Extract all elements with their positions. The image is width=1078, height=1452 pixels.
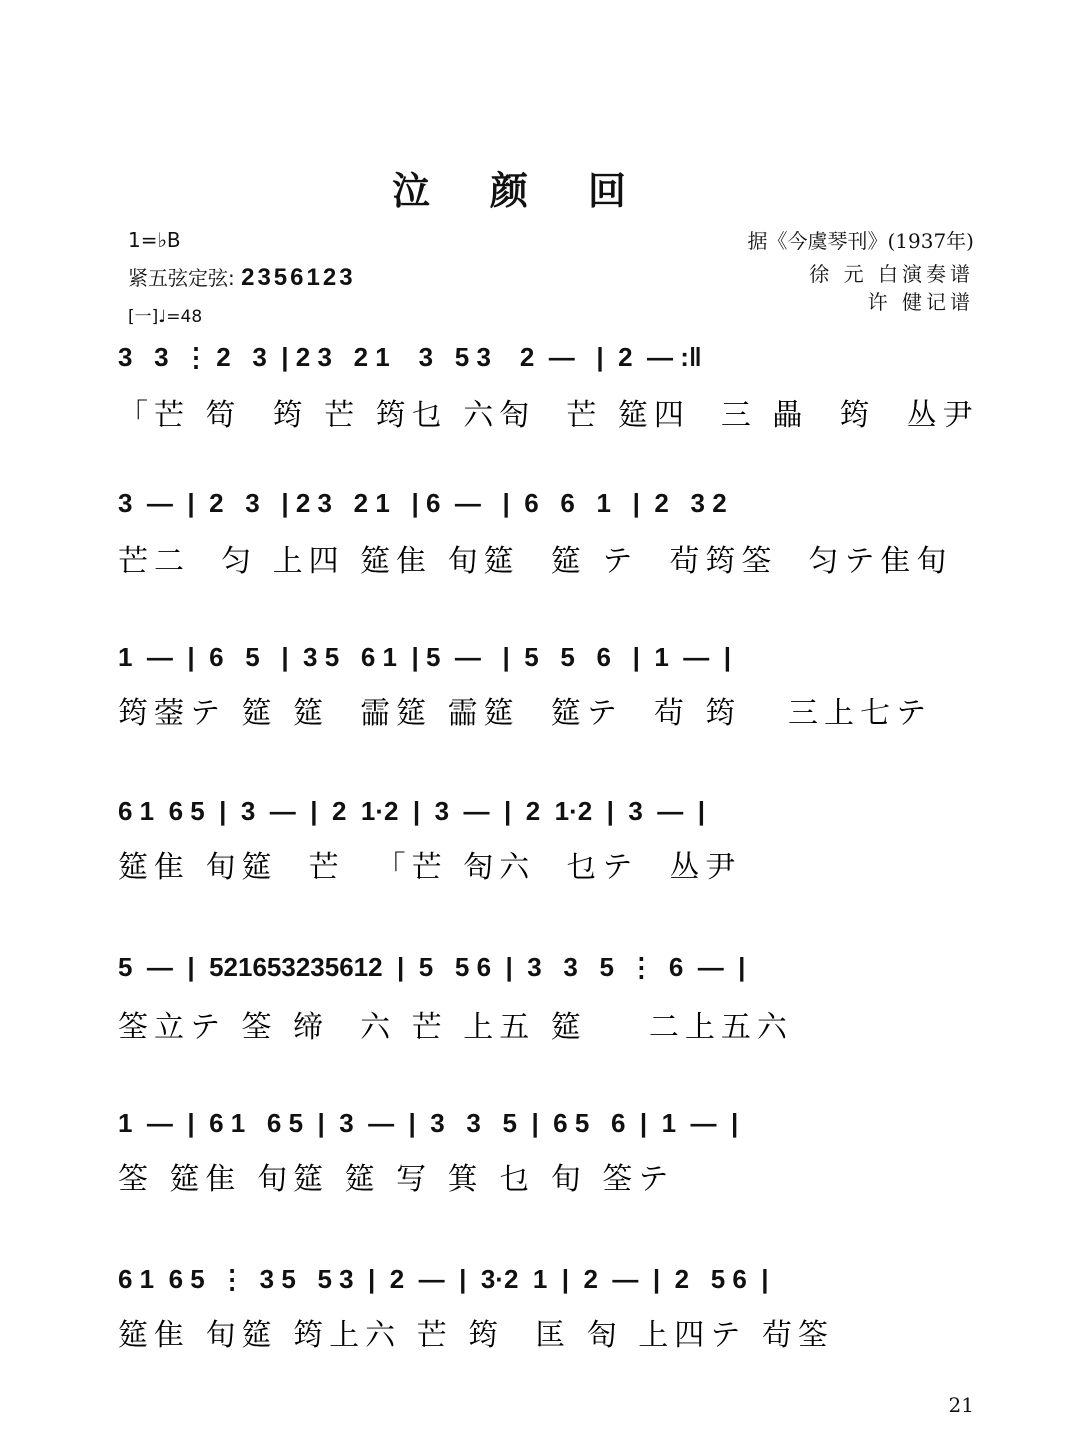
transcriber-credit: 许 健记谱	[867, 290, 974, 314]
jianpu-notes: 6 1 6 5 ⋮ 3 5 5 3 | 2 — | 3·2 1 | 2 — | 2 5 6 |	[118, 1264, 769, 1294]
jianpu-notes: 5 — | 521653235612 | 5 5 6 | 3 3 5 ⋮ 6 — |	[118, 952, 746, 982]
guqin-tablature: 筌 筵隹 旬筵 筵 写 箕 乜 旬 筌テ	[118, 1162, 675, 1197]
piece-title: 泣颜回	[391, 168, 686, 213]
section-tempo: [一]♩=48	[128, 307, 203, 327]
tuning-label: 紧五弦定弦:	[128, 266, 235, 290]
jianpu-notes: 1 — | 6 5 | 3 5 6 1 | 5 — | 5 5 6 | 1 — |	[118, 642, 732, 672]
guqin-tablature: 筠蓥テ 筵 筵 霝筵 霝筵 筵テ 茍 筠 三上七テ	[118, 696, 932, 731]
performer-credit: 徐 元 白演奏谱	[809, 262, 974, 286]
jianpu-notes: 1 — | 6 1 6 5 | 3 — | 3 3 5 | 6 5 6 | 1 — |	[118, 1108, 739, 1138]
jianpu-notes: 3 3 ⋮ 2 3 | 2 3 2 1 3 5 3 2 — | 2 — :‖	[118, 342, 702, 372]
page-number: 21	[948, 1393, 974, 1417]
tuning-notes: 2356123	[241, 264, 356, 291]
key-signature: 1=♭B	[128, 228, 181, 252]
guqin-tablature: 筵隹 旬筵 筠上六 芒 筠 匡 匌 上四テ 茍筌	[118, 1318, 834, 1353]
guqin-tablature: 筌立テ 筌 缔 六 芒 上五 筵 二上五六	[118, 1010, 793, 1045]
guqin-tablature: 「芒 笱 筠 芒 筠乜 六匌 芒 筵四 三 畾 筠 丛尹	[118, 398, 979, 433]
source-citation: 据《今虞琴刊》(1937年)	[747, 229, 974, 253]
jianpu-notes: 6 1 6 5 | 3 — | 2 1·2 | 3 — | 2 1·2 | 3 — |	[118, 796, 705, 826]
guqin-tablature: 筵隹 旬筵 芒 「芒 匌六 乜テ 丛尹	[118, 850, 742, 885]
jianpu-notes: 3 — | 2 3 | 2 3 2 1 | 6 — | 6 6 1 | 2 3 2	[118, 488, 727, 518]
tuning-line	[128, 262, 356, 292]
guqin-tablature: 芒二 匀 上四 筵隹 旬筵 筵 テ 茍筠筌 匀テ隹旬	[118, 544, 953, 579]
